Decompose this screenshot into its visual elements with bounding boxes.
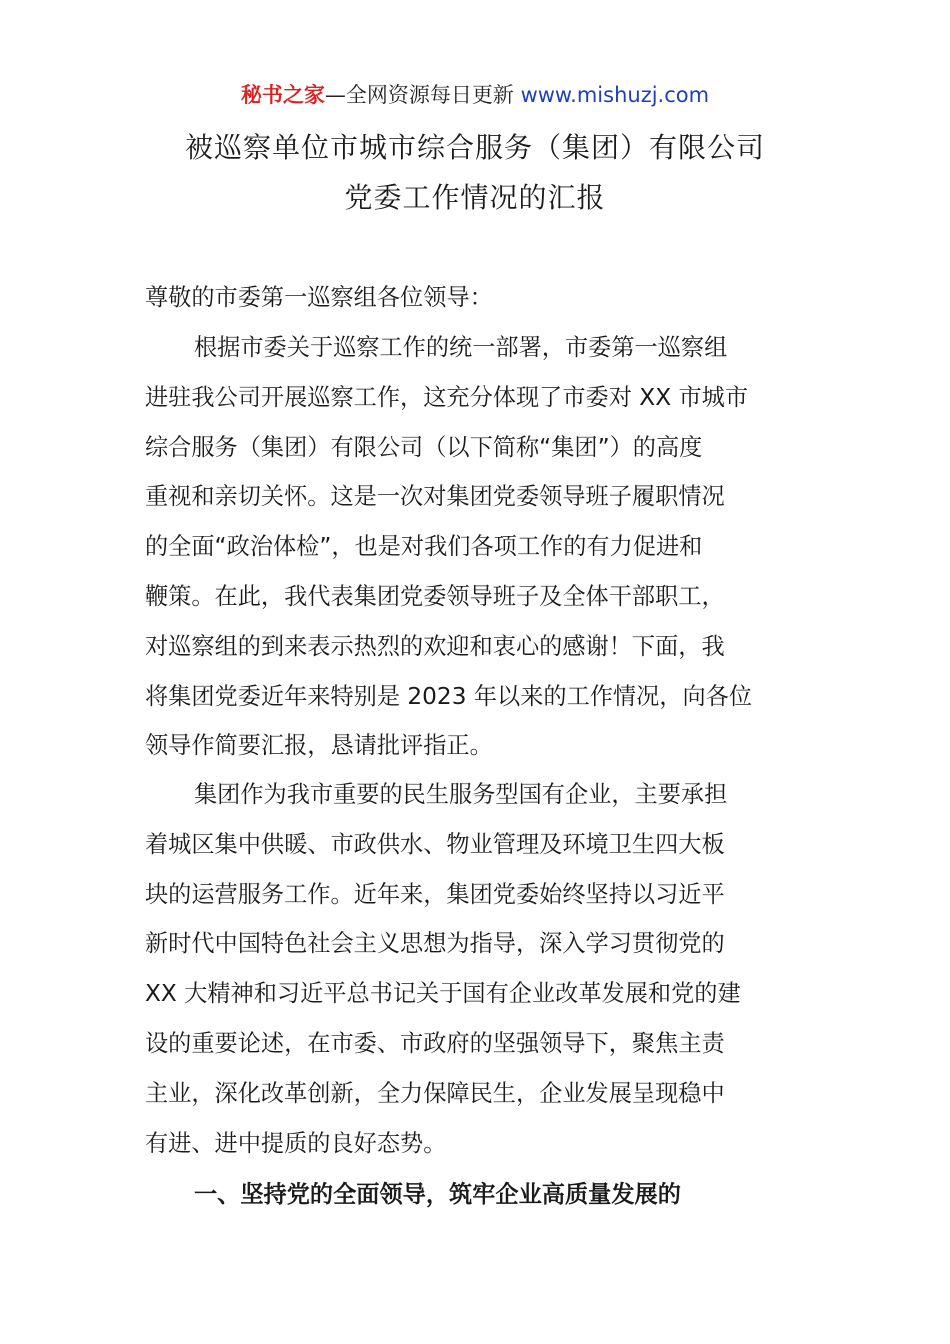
paragraph-line: 根据市委关于巡察工作的统一部署，市委第一巡察组 <box>194 334 728 361</box>
document-title-line-1: 被巡察单位市城市综合服务（集团）有限公司 <box>184 131 765 164</box>
paragraph-line: 综合服务（集团）有限公司（以下简称“集团”）的高度 <box>145 433 703 461</box>
section-heading-1 <box>145 1170 807 1220</box>
brand-name: 秘书之家 <box>240 83 325 107</box>
paragraph-line: 对巡察组的到来表示热烈的欢迎和衷心的感谢！下面，我 <box>145 632 725 660</box>
paragraph-line: 主业，深化改革创新，全力保障民生，企业发展呈现稳中 <box>145 1079 725 1107</box>
paragraph-1 <box>145 323 807 771</box>
paragraph-line: 将集团党委近年来特别是 2023 年以来的工作情况，向各位 <box>145 682 753 710</box>
paragraph-line: 鞭策。在此，我代表集团党委领导班子及全体干部职工， <box>145 582 725 610</box>
paragraph-line: 的全面“政治体检”，也是对我们各项工作的有力促进和 <box>145 533 703 561</box>
paragraph-line: 重视和亲切关怀。这是一次对集团党委领导班子履职情况 <box>145 483 725 511</box>
site-url-link[interactable]: www.mishuzj.com <box>520 83 710 107</box>
paragraph-line: 新时代中国特色社会主义思想为指导，深入学习贯彻党的 <box>145 930 725 958</box>
header-tagline: —全网资源每日更新 <box>324 83 514 107</box>
paragraph-line: 设的重要论述，在市委、市政府的坚强领导下，聚焦主责 <box>145 1029 725 1057</box>
section-heading-text: 一、坚持党的全面领导，筑牢企业高质量发展的 <box>194 1181 681 1208</box>
salutation: 尊敬的市委第一巡察组各位领导： <box>145 284 493 311</box>
paragraph-line: 有进、进中提质的良好态势。 <box>145 1129 447 1157</box>
document-title-line-2: 党委工作情况的汇报 <box>344 181 606 214</box>
paragraph-line: 进驻我公司开展巡察工作，这充分体现了市委对 XX 市城市 <box>145 383 749 411</box>
paragraph-2 <box>145 770 807 1168</box>
paragraph-line: 领导作简要汇报，恳请批评指正。 <box>145 732 493 760</box>
paragraph-line: 集团作为我市重要的民生服务型国有企业，主要承担 <box>194 781 728 808</box>
paragraph-line: 着城区集中供暖、市政供水、物业管理及环境卫生四大板 <box>145 830 725 858</box>
paragraph-line: XX 大精神和习近平总书记关于国有企业改革发展和党的建 <box>145 980 741 1008</box>
paragraph-line: 块的运营服务工作。近年来，集团党委始终坚持以习近平 <box>145 880 725 908</box>
site-header <box>0 80 950 110</box>
